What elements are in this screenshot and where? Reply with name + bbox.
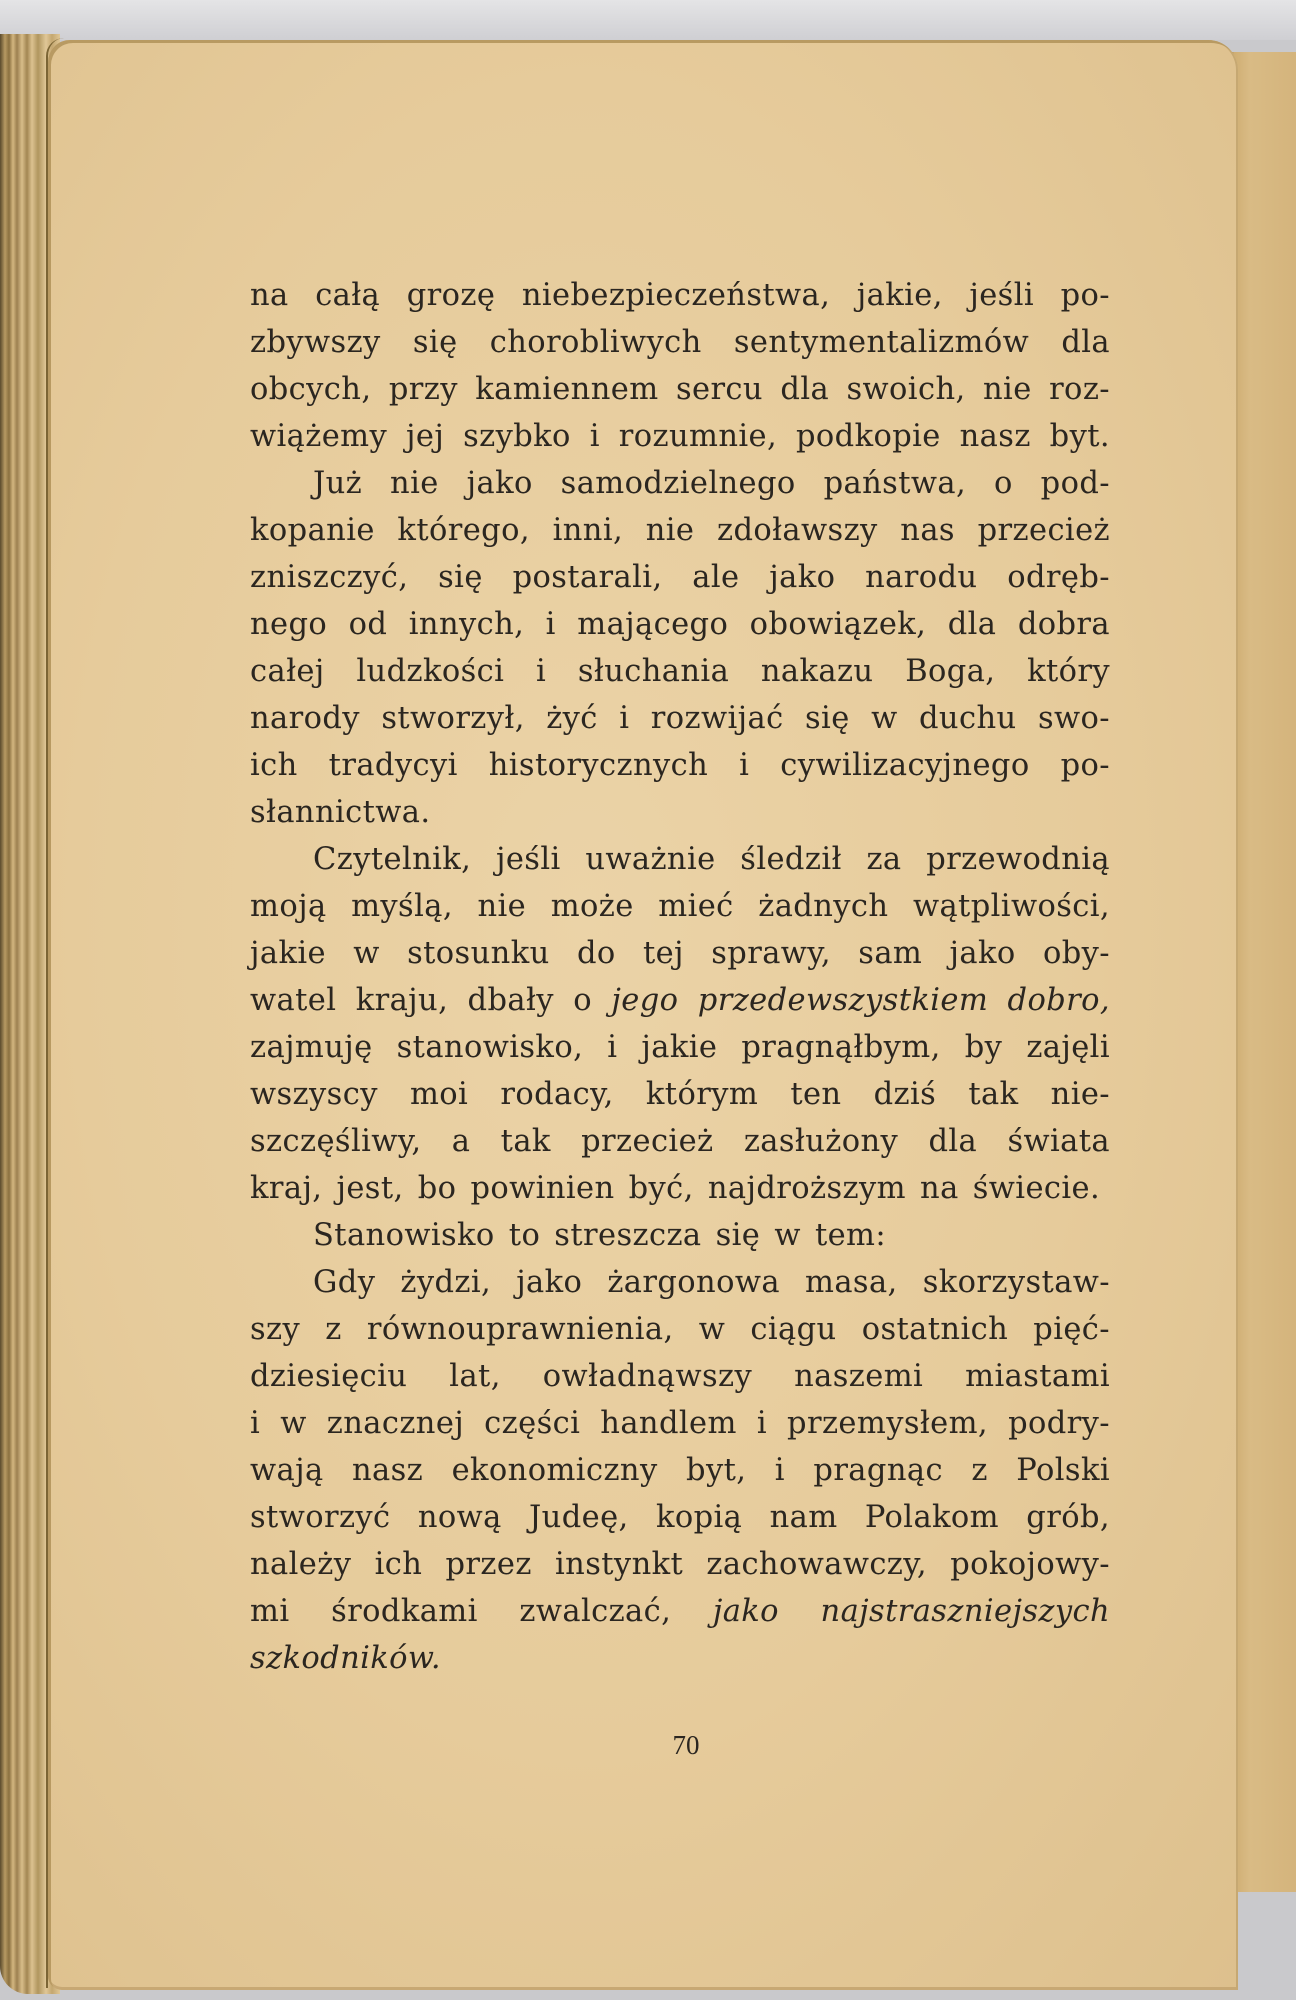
text-line: zbywszy się chorobliwych sentymentalizmów dla [250,325,1110,360]
text-line: szy z równouprawnienia, w ciągu ostatnich pięć- [250,1312,1110,1347]
text-line: Czytelnik, jeśli uważnie śledził za przewodnią [313,842,1110,877]
text-line: Już nie jako samodzielnego państwa, o pod- [313,466,1110,501]
italic-text: jako najstraszniejszych [712,1594,1111,1629]
text-line [250,1635,1110,1682]
text-line: narody stworzył, żyć i rozwijać się w duchu swo- [250,701,1110,736]
text-line: szczęśliwy, a tak przecież zasłużony dla świata [250,1124,1110,1159]
text-segment: mi środkami zwalczać, [250,1594,713,1629]
text-line: jakie w stosunku do tej sprawy, sam jako oby- [250,936,1110,971]
text-line: kopanie którego, inni, nie zdoławszy nas przecież [250,513,1110,548]
text-line: całej ludzkości i słuchania nakazu Boga, który [250,654,1110,689]
text-line: Gdy żydzi, jako żargonowa masa, skorzystaw- [313,1265,1110,1300]
facing-page-edge [1230,52,1296,1892]
text-line: wszyscy moi rodacy, którym ten dziś tak nie- [250,1077,1110,1112]
text-line: i w znacznej części handlem i przemysłem, podry- [250,1406,1110,1441]
text-line [250,977,1110,1024]
text-line: słannictwa. [250,795,431,830]
text-line: wiążemy jej szybko i rozumnie, podkopie nasz byt. [250,419,1110,454]
italic-text: jego przedewszystkiem dobro, [611,983,1110,1018]
text-line: zajmuję stanowisko, i jakie pragnąłbym, by zajęli [250,1030,1110,1065]
text-line: moją myślą, nie może mieć żadnych wątpliwości, [250,889,1110,924]
text-line: zniszczyć, się postarali, ale jako narodu odręb- [250,560,1110,595]
text-line: ich tradycyi historycznych i cywilizacyjnego po- [250,748,1110,783]
text-line: dziesięciu lat, owładnąwszy naszemi miastami [250,1359,1110,1394]
text-line: obcych, przy kamiennem sercu dla swoich, nie roz- [250,372,1110,407]
page-border [46,38,64,1988]
text-line: stworzyć nową Judeę, kopią nam Polakom grób, [250,1500,1110,1535]
text-segment: watel kraju, dbały o [250,983,612,1018]
text-line: Stanowisko to streszcza się w tem: [313,1218,887,1253]
text-line: należy ich przez instynkt zachowawczy, pokojowy- [250,1547,1110,1582]
text-line: nego od innych, i mającego obowiązek, dla dobra [250,607,1110,642]
body-text [250,272,1110,1682]
italic-text: szkodników. [250,1641,441,1676]
text-line [250,1588,1110,1635]
page-number: 70 [672,1730,700,1760]
scan-background [0,0,1296,40]
text-line: wają nasz ekonomiczny byt, i pragnąc z Polski [250,1453,1110,1488]
text-line: kraj, jest, bo powinien być, najdroższym na świecie. [250,1171,1101,1206]
text-line: na całą grozę niebezpieczeństwa, jakie, jeśli po- [250,278,1110,313]
